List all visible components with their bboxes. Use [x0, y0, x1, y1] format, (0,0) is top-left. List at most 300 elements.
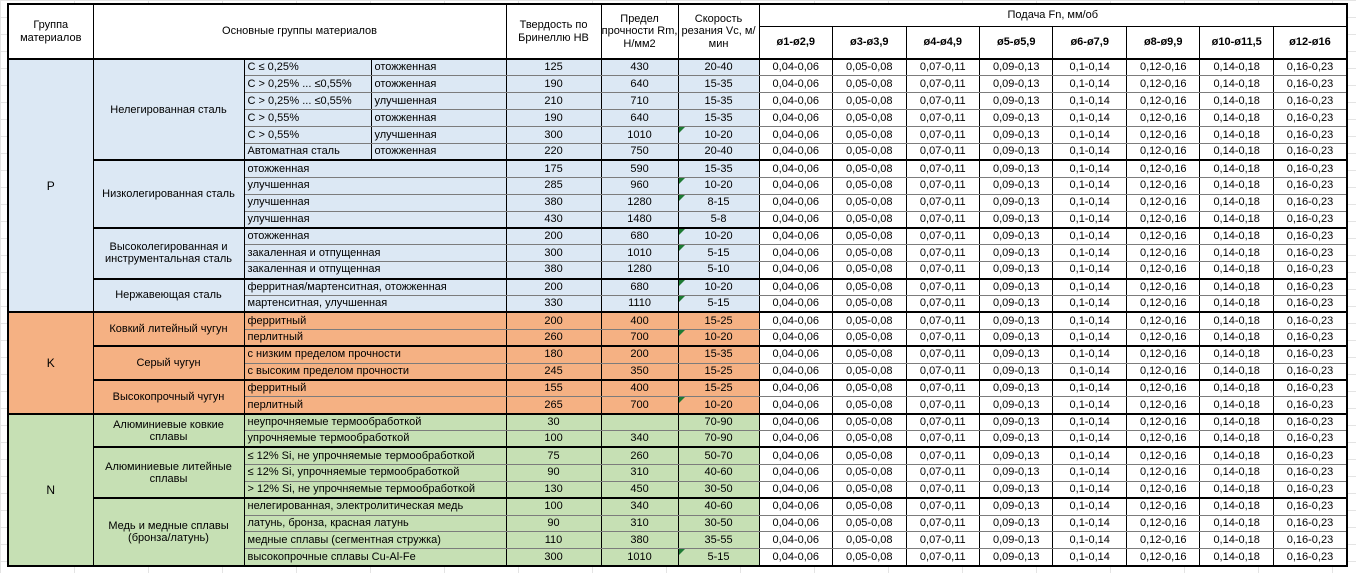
cell-material-detail[interactable]: высокопрочные сплавы Cu-Al-Fe: [244, 549, 506, 566]
cell-feed-ø5-ø5,9[interactable]: 0,09-0,13: [979, 127, 1052, 144]
cell-hardness-hb[interactable]: 210: [506, 93, 601, 110]
cell-feed-ø12-ø16[interactable]: 0,16-0,23: [1273, 532, 1347, 549]
cell-feed-ø12-ø16[interactable]: 0,16-0,23: [1273, 110, 1347, 127]
cell-hardness-hb[interactable]: 200: [506, 279, 601, 296]
cell-feed-ø1-ø2,9[interactable]: 0,04-0,06: [759, 312, 832, 329]
header-cutting-speed[interactable]: Скорость резания Vc, м/мин: [678, 4, 759, 59]
cell-feed-ø10-ø11,5[interactable]: 0,14-0,18: [1200, 245, 1273, 262]
cell-feed-ø3-ø3,9[interactable]: 0,05-0,08: [833, 127, 906, 144]
cell-feed-ø1-ø2,9[interactable]: 0,04-0,06: [759, 194, 832, 211]
cell-feed-ø8-ø9,9[interactable]: 0,12-0,16: [1126, 127, 1199, 144]
cell-feed-ø3-ø3,9[interactable]: 0,05-0,08: [833, 447, 906, 464]
cell-strength-rm[interactable]: 350: [601, 363, 678, 380]
cell-hardness-hb[interactable]: 380: [506, 262, 601, 279]
cell-feed-ø5-ø5,9[interactable]: 0,09-0,13: [979, 414, 1052, 431]
cell-strength-rm[interactable]: 1010: [601, 245, 678, 262]
cell-cutting-speed-vc[interactable]: 50-70: [678, 447, 759, 464]
cell-material-detail[interactable]: отожженная: [371, 59, 506, 76]
cell-feed-ø8-ø9,9[interactable]: 0,12-0,16: [1126, 464, 1199, 481]
cell-feed-ø4-ø4,9[interactable]: 0,07-0,11: [906, 329, 979, 346]
cell-strength-rm[interactable]: 700: [601, 397, 678, 414]
cell-feed-ø10-ø11,5[interactable]: 0,14-0,18: [1200, 481, 1273, 498]
cell-feed-ø10-ø11,5[interactable]: 0,14-0,18: [1200, 76, 1273, 93]
cell-feed-ø3-ø3,9[interactable]: 0,05-0,08: [833, 59, 906, 76]
cell-strength-rm[interactable]: 700: [601, 329, 678, 346]
cell-feed-ø4-ø4,9[interactable]: 0,07-0,11: [906, 414, 979, 431]
cell-feed-ø12-ø16[interactable]: 0,16-0,23: [1273, 93, 1347, 110]
cell-feed-ø1-ø2,9[interactable]: 0,04-0,06: [759, 532, 832, 549]
cell-feed-ø10-ø11,5[interactable]: 0,14-0,18: [1200, 549, 1273, 566]
cell-feed-ø8-ø9,9[interactable]: 0,12-0,16: [1126, 329, 1199, 346]
cell-feed-ø3-ø3,9[interactable]: 0,05-0,08: [833, 380, 906, 397]
cell-feed-ø4-ø4,9[interactable]: 0,07-0,11: [906, 211, 979, 228]
cell-subgroup-name[interactable]: Ковкий литейный чугун: [93, 312, 244, 346]
cell-material-detail[interactable]: ферритный: [244, 312, 506, 329]
cell-feed-ø8-ø9,9[interactable]: 0,12-0,16: [1126, 380, 1199, 397]
cell-feed-ø5-ø5,9[interactable]: 0,09-0,13: [979, 160, 1052, 177]
cell-feed-ø1-ø2,9[interactable]: 0,04-0,06: [759, 143, 832, 160]
cell-feed-ø1-ø2,9[interactable]: 0,04-0,06: [759, 177, 832, 194]
cell-feed-ø3-ø3,9[interactable]: 0,05-0,08: [833, 397, 906, 414]
header-feed-diameter-1[interactable]: ø1-ø2,9: [759, 26, 832, 59]
cell-feed-ø5-ø5,9[interactable]: 0,09-0,13: [979, 481, 1052, 498]
cell-feed-ø1-ø2,9[interactable]: 0,04-0,06: [759, 59, 832, 76]
cell-material-detail[interactable]: закаленная и отпущенная: [244, 245, 506, 262]
cell-strength-rm[interactable]: 400: [601, 380, 678, 397]
cell-material-detail[interactable]: ферритная/мартенситная, отожженная: [244, 279, 506, 296]
cell-feed-ø6-ø7,9[interactable]: 0,1-0,14: [1053, 228, 1126, 245]
cell-feed-ø5-ø5,9[interactable]: 0,09-0,13: [979, 177, 1052, 194]
cell-feed-ø12-ø16[interactable]: 0,16-0,23: [1273, 498, 1347, 515]
cell-feed-ø8-ø9,9[interactable]: 0,12-0,16: [1126, 245, 1199, 262]
cell-feed-ø12-ø16[interactable]: 0,16-0,23: [1273, 194, 1347, 211]
cell-hardness-hb[interactable]: 265: [506, 397, 601, 414]
cell-feed-ø1-ø2,9[interactable]: 0,04-0,06: [759, 414, 832, 431]
cell-feed-ø12-ø16[interactable]: 0,16-0,23: [1273, 414, 1347, 431]
cell-feed-ø1-ø2,9[interactable]: 0,04-0,06: [759, 431, 832, 448]
cell-feed-ø6-ø7,9[interactable]: 0,1-0,14: [1053, 160, 1126, 177]
cell-feed-ø12-ø16[interactable]: 0,16-0,23: [1273, 549, 1347, 566]
cell-feed-ø5-ø5,9[interactable]: 0,09-0,13: [979, 211, 1052, 228]
cell-cutting-speed-vc[interactable]: 20-40: [678, 143, 759, 160]
cell-cutting-speed-vc[interactable]: 15-25: [678, 380, 759, 397]
cell-feed-ø10-ø11,5[interactable]: 0,14-0,18: [1200, 515, 1273, 532]
cell-material-detail[interactable]: ферритный: [244, 380, 506, 397]
cell-feed-ø12-ø16[interactable]: 0,16-0,23: [1273, 295, 1347, 312]
cell-feed-ø8-ø9,9[interactable]: 0,12-0,16: [1126, 397, 1199, 414]
cell-group-code[interactable]: K: [8, 312, 93, 413]
cell-cutting-speed-vc[interactable]: 15-35: [678, 110, 759, 127]
cell-cutting-speed-vc[interactable]: 8-15: [678, 194, 759, 211]
cell-strength-rm[interactable]: [601, 414, 678, 431]
cell-subgroup-name[interactable]: Нелегированная сталь: [93, 59, 244, 160]
cell-feed-ø8-ø9,9[interactable]: 0,12-0,16: [1126, 177, 1199, 194]
cell-feed-ø4-ø4,9[interactable]: 0,07-0,11: [906, 447, 979, 464]
cell-feed-ø10-ø11,5[interactable]: 0,14-0,18: [1200, 177, 1273, 194]
cell-feed-ø4-ø4,9[interactable]: 0,07-0,11: [906, 380, 979, 397]
cell-feed-ø12-ø16[interactable]: 0,16-0,23: [1273, 515, 1347, 532]
cell-feed-ø4-ø4,9[interactable]: 0,07-0,11: [906, 245, 979, 262]
cell-material-detail[interactable]: C > 0,25% ... ≤0,55%: [244, 93, 371, 110]
header-feed-diameter-2[interactable]: ø3-ø3,9: [833, 26, 906, 59]
cell-feed-ø12-ø16[interactable]: 0,16-0,23: [1273, 329, 1347, 346]
cell-feed-ø4-ø4,9[interactable]: 0,07-0,11: [906, 295, 979, 312]
cell-feed-ø12-ø16[interactable]: 0,16-0,23: [1273, 431, 1347, 448]
cell-cutting-speed-vc[interactable]: 15-35: [678, 346, 759, 363]
cell-feed-ø10-ø11,5[interactable]: 0,14-0,18: [1200, 447, 1273, 464]
cell-strength-rm[interactable]: 310: [601, 464, 678, 481]
cell-feed-ø12-ø16[interactable]: 0,16-0,23: [1273, 279, 1347, 296]
cell-strength-rm[interactable]: 200: [601, 346, 678, 363]
cell-strength-rm[interactable]: 680: [601, 279, 678, 296]
cell-feed-ø3-ø3,9[interactable]: 0,05-0,08: [833, 110, 906, 127]
cell-feed-ø3-ø3,9[interactable]: 0,05-0,08: [833, 498, 906, 515]
cell-strength-rm[interactable]: 340: [601, 431, 678, 448]
cell-feed-ø8-ø9,9[interactable]: 0,12-0,16: [1126, 160, 1199, 177]
cell-feed-ø5-ø5,9[interactable]: 0,09-0,13: [979, 279, 1052, 296]
cell-cutting-speed-vc[interactable]: 5-8: [678, 211, 759, 228]
cell-feed-ø4-ø4,9[interactable]: 0,07-0,11: [906, 59, 979, 76]
cell-subgroup-name[interactable]: Алюминиевые литейные сплавы: [93, 447, 244, 498]
cell-feed-ø8-ø9,9[interactable]: 0,12-0,16: [1126, 431, 1199, 448]
cell-feed-ø10-ø11,5[interactable]: 0,14-0,18: [1200, 414, 1273, 431]
cell-material-detail[interactable]: нелегированная, электролитическая медь: [244, 498, 506, 515]
cell-cutting-speed-vc[interactable]: 30-50: [678, 515, 759, 532]
cell-feed-ø10-ø11,5[interactable]: 0,14-0,18: [1200, 279, 1273, 296]
cell-material-detail[interactable]: > 12% Si, не упрочняемые термообработкой: [244, 481, 506, 498]
cell-feed-ø6-ø7,9[interactable]: 0,1-0,14: [1053, 380, 1126, 397]
cell-feed-ø12-ø16[interactable]: 0,16-0,23: [1273, 397, 1347, 414]
cell-feed-ø4-ø4,9[interactable]: 0,07-0,11: [906, 397, 979, 414]
cell-feed-ø6-ø7,9[interactable]: 0,1-0,14: [1053, 481, 1126, 498]
cell-feed-ø8-ø9,9[interactable]: 0,12-0,16: [1126, 211, 1199, 228]
cell-feed-ø8-ø9,9[interactable]: 0,12-0,16: [1126, 295, 1199, 312]
cell-feed-ø5-ø5,9[interactable]: 0,09-0,13: [979, 59, 1052, 76]
cell-hardness-hb[interactable]: 190: [506, 110, 601, 127]
cell-feed-ø8-ø9,9[interactable]: 0,12-0,16: [1126, 312, 1199, 329]
cell-feed-ø12-ø16[interactable]: 0,16-0,23: [1273, 312, 1347, 329]
cell-cutting-speed-vc[interactable]: 35-55: [678, 532, 759, 549]
cell-strength-rm[interactable]: 430: [601, 59, 678, 76]
cell-feed-ø6-ø7,9[interactable]: 0,1-0,14: [1053, 110, 1126, 127]
cell-feed-ø8-ø9,9[interactable]: 0,12-0,16: [1126, 532, 1199, 549]
cell-feed-ø1-ø2,9[interactable]: 0,04-0,06: [759, 481, 832, 498]
cell-feed-ø10-ø11,5[interactable]: 0,14-0,18: [1200, 397, 1273, 414]
cell-feed-ø12-ø16[interactable]: 0,16-0,23: [1273, 380, 1347, 397]
cell-strength-rm[interactable]: 450: [601, 481, 678, 498]
header-material-group[interactable]: Группа материалов: [8, 4, 93, 59]
cell-feed-ø5-ø5,9[interactable]: 0,09-0,13: [979, 312, 1052, 329]
cell-feed-ø6-ø7,9[interactable]: 0,1-0,14: [1053, 143, 1126, 160]
cell-cutting-speed-vc[interactable]: 10-20: [678, 228, 759, 245]
cell-feed-ø1-ø2,9[interactable]: 0,04-0,06: [759, 498, 832, 515]
cell-feed-ø5-ø5,9[interactable]: 0,09-0,13: [979, 363, 1052, 380]
cell-feed-ø5-ø5,9[interactable]: 0,09-0,13: [979, 110, 1052, 127]
cell-feed-ø10-ø11,5[interactable]: 0,14-0,18: [1200, 194, 1273, 211]
cell-feed-ø5-ø5,9[interactable]: 0,09-0,13: [979, 549, 1052, 566]
cell-feed-ø8-ø9,9[interactable]: 0,12-0,16: [1126, 363, 1199, 380]
cell-material-detail[interactable]: отожженная: [244, 228, 506, 245]
cell-strength-rm[interactable]: 1110: [601, 295, 678, 312]
cell-feed-ø3-ø3,9[interactable]: 0,05-0,08: [833, 515, 906, 532]
cell-feed-ø8-ø9,9[interactable]: 0,12-0,16: [1126, 76, 1199, 93]
cell-feed-ø8-ø9,9[interactable]: 0,12-0,16: [1126, 93, 1199, 110]
cell-feed-ø5-ø5,9[interactable]: 0,09-0,13: [979, 346, 1052, 363]
cell-feed-ø3-ø3,9[interactable]: 0,05-0,08: [833, 532, 906, 549]
cell-feed-ø1-ø2,9[interactable]: 0,04-0,06: [759, 262, 832, 279]
cell-feed-ø5-ø5,9[interactable]: 0,09-0,13: [979, 143, 1052, 160]
cell-feed-ø3-ø3,9[interactable]: 0,05-0,08: [833, 160, 906, 177]
cell-feed-ø8-ø9,9[interactable]: 0,12-0,16: [1126, 110, 1199, 127]
cell-cutting-speed-vc[interactable]: 10-20: [678, 397, 759, 414]
cell-feed-ø6-ø7,9[interactable]: 0,1-0,14: [1053, 177, 1126, 194]
cell-feed-ø12-ø16[interactable]: 0,16-0,23: [1273, 177, 1347, 194]
cell-feed-ø10-ø11,5[interactable]: 0,14-0,18: [1200, 380, 1273, 397]
header-feed-diameter-5[interactable]: ø6-ø7,9: [1053, 26, 1126, 59]
cell-feed-ø6-ø7,9[interactable]: 0,1-0,14: [1053, 262, 1126, 279]
cell-strength-rm[interactable]: 1010: [601, 549, 678, 566]
cell-feed-ø10-ø11,5[interactable]: 0,14-0,18: [1200, 93, 1273, 110]
cell-feed-ø5-ø5,9[interactable]: 0,09-0,13: [979, 431, 1052, 448]
header-feed-diameter-7[interactable]: ø10-ø11,5: [1200, 26, 1273, 59]
cell-feed-ø5-ø5,9[interactable]: 0,09-0,13: [979, 262, 1052, 279]
cell-feed-ø1-ø2,9[interactable]: 0,04-0,06: [759, 211, 832, 228]
cell-material-detail[interactable]: латунь, бронза, красная латунь: [244, 515, 506, 532]
cell-feed-ø12-ø16[interactable]: 0,16-0,23: [1273, 160, 1347, 177]
cell-feed-ø6-ø7,9[interactable]: 0,1-0,14: [1053, 549, 1126, 566]
cell-feed-ø6-ø7,9[interactable]: 0,1-0,14: [1053, 295, 1126, 312]
header-tensile-strength[interactable]: Предел прочности Rm, Н/мм2: [601, 4, 678, 59]
cell-hardness-hb[interactable]: 430: [506, 211, 601, 228]
cell-feed-ø3-ø3,9[interactable]: 0,05-0,08: [833, 481, 906, 498]
cell-feed-ø4-ø4,9[interactable]: 0,07-0,11: [906, 498, 979, 515]
cell-cutting-speed-vc[interactable]: 70-90: [678, 431, 759, 448]
cell-material-detail[interactable]: с низким пределом прочности: [244, 346, 506, 363]
cell-feed-ø10-ø11,5[interactable]: 0,14-0,18: [1200, 312, 1273, 329]
cell-material-detail[interactable]: с высоким пределом прочности: [244, 363, 506, 380]
cell-feed-ø8-ø9,9[interactable]: 0,12-0,16: [1126, 143, 1199, 160]
cell-feed-ø3-ø3,9[interactable]: 0,05-0,08: [833, 346, 906, 363]
cell-feed-ø1-ø2,9[interactable]: 0,04-0,06: [759, 93, 832, 110]
cell-material-detail[interactable]: отожженная: [371, 143, 506, 160]
cell-feed-ø4-ø4,9[interactable]: 0,07-0,11: [906, 143, 979, 160]
cell-feed-ø6-ø7,9[interactable]: 0,1-0,14: [1053, 363, 1126, 380]
cell-strength-rm[interactable]: 260: [601, 447, 678, 464]
cell-feed-ø4-ø4,9[interactable]: 0,07-0,11: [906, 160, 979, 177]
cell-feed-ø6-ø7,9[interactable]: 0,1-0,14: [1053, 414, 1126, 431]
cell-material-detail[interactable]: отожженная: [244, 160, 506, 177]
cell-feed-ø4-ø4,9[interactable]: 0,07-0,11: [906, 346, 979, 363]
cell-cutting-speed-vc[interactable]: 15-35: [678, 76, 759, 93]
cell-feed-ø12-ø16[interactable]: 0,16-0,23: [1273, 211, 1347, 228]
cell-feed-ø10-ø11,5[interactable]: 0,14-0,18: [1200, 228, 1273, 245]
cell-feed-ø10-ø11,5[interactable]: 0,14-0,18: [1200, 143, 1273, 160]
cell-group-code[interactable]: N: [8, 414, 93, 566]
cell-feed-ø12-ø16[interactable]: 0,16-0,23: [1273, 76, 1347, 93]
cell-hardness-hb[interactable]: 200: [506, 312, 601, 329]
cell-feed-ø5-ø5,9[interactable]: 0,09-0,13: [979, 498, 1052, 515]
cell-hardness-hb[interactable]: 285: [506, 177, 601, 194]
cell-feed-ø5-ø5,9[interactable]: 0,09-0,13: [979, 93, 1052, 110]
cell-cutting-speed-vc[interactable]: 20-40: [678, 59, 759, 76]
cell-feed-ø10-ø11,5[interactable]: 0,14-0,18: [1200, 346, 1273, 363]
cell-feed-ø1-ø2,9[interactable]: 0,04-0,06: [759, 346, 832, 363]
cell-material-detail[interactable]: медные сплавы (сегментная стружка): [244, 532, 506, 549]
cell-material-detail[interactable]: отожженная: [371, 76, 506, 93]
cell-feed-ø6-ø7,9[interactable]: 0,1-0,14: [1053, 59, 1126, 76]
cell-feed-ø1-ø2,9[interactable]: 0,04-0,06: [759, 76, 832, 93]
cell-feed-ø6-ø7,9[interactable]: 0,1-0,14: [1053, 127, 1126, 144]
cell-material-detail[interactable]: закаленная и отпущенная: [244, 262, 506, 279]
cell-cutting-speed-vc[interactable]: 10-20: [678, 279, 759, 296]
cell-feed-ø1-ø2,9[interactable]: 0,04-0,06: [759, 295, 832, 312]
cell-feed-ø5-ø5,9[interactable]: 0,09-0,13: [979, 329, 1052, 346]
cell-feed-ø5-ø5,9[interactable]: 0,09-0,13: [979, 194, 1052, 211]
cell-material-detail[interactable]: улучшенная: [244, 194, 506, 211]
cell-feed-ø6-ø7,9[interactable]: 0,1-0,14: [1053, 194, 1126, 211]
cell-subgroup-name[interactable]: Высокопрочный чугун: [93, 380, 244, 414]
cell-material-detail[interactable]: улучшенная: [244, 177, 506, 194]
cell-feed-ø3-ø3,9[interactable]: 0,05-0,08: [833, 329, 906, 346]
cell-feed-ø8-ø9,9[interactable]: 0,12-0,16: [1126, 498, 1199, 515]
cell-hardness-hb[interactable]: 110: [506, 532, 601, 549]
cell-hardness-hb[interactable]: 175: [506, 160, 601, 177]
cell-feed-ø1-ø2,9[interactable]: 0,04-0,06: [759, 160, 832, 177]
cell-feed-ø1-ø2,9[interactable]: 0,04-0,06: [759, 380, 832, 397]
cell-cutting-speed-vc[interactable]: 10-20: [678, 329, 759, 346]
cell-feed-ø4-ø4,9[interactable]: 0,07-0,11: [906, 228, 979, 245]
cell-feed-ø8-ø9,9[interactable]: 0,12-0,16: [1126, 447, 1199, 464]
cell-feed-ø1-ø2,9[interactable]: 0,04-0,06: [759, 397, 832, 414]
cell-feed-ø6-ø7,9[interactable]: 0,1-0,14: [1053, 431, 1126, 448]
cell-material-detail[interactable]: улучшенная: [371, 93, 506, 110]
cell-feed-ø3-ø3,9[interactable]: 0,05-0,08: [833, 262, 906, 279]
cell-material-detail[interactable]: неупрочняемые термообработкой: [244, 414, 506, 431]
cell-feed-ø3-ø3,9[interactable]: 0,05-0,08: [833, 279, 906, 296]
cell-feed-ø4-ø4,9[interactable]: 0,07-0,11: [906, 194, 979, 211]
cell-feed-ø3-ø3,9[interactable]: 0,05-0,08: [833, 194, 906, 211]
cell-feed-ø3-ø3,9[interactable]: 0,05-0,08: [833, 143, 906, 160]
cell-feed-ø1-ø2,9[interactable]: 0,04-0,06: [759, 279, 832, 296]
cell-feed-ø1-ø2,9[interactable]: 0,04-0,06: [759, 515, 832, 532]
cell-feed-ø12-ø16[interactable]: 0,16-0,23: [1273, 228, 1347, 245]
cell-hardness-hb[interactable]: 300: [506, 127, 601, 144]
cell-feed-ø5-ø5,9[interactable]: 0,09-0,13: [979, 228, 1052, 245]
cell-feed-ø4-ø4,9[interactable]: 0,07-0,11: [906, 549, 979, 566]
cell-hardness-hb[interactable]: 125: [506, 59, 601, 76]
cell-feed-ø6-ø7,9[interactable]: 0,1-0,14: [1053, 279, 1126, 296]
cell-feed-ø10-ø11,5[interactable]: 0,14-0,18: [1200, 464, 1273, 481]
cell-feed-ø10-ø11,5[interactable]: 0,14-0,18: [1200, 329, 1273, 346]
cell-feed-ø10-ø11,5[interactable]: 0,14-0,18: [1200, 295, 1273, 312]
cell-feed-ø6-ø7,9[interactable]: 0,1-0,14: [1053, 515, 1126, 532]
cell-material-detail[interactable]: отожженная: [371, 110, 506, 127]
cell-strength-rm[interactable]: 310: [601, 515, 678, 532]
cell-cutting-speed-vc[interactable]: 10-20: [678, 127, 759, 144]
cell-material-detail[interactable]: перлитный: [244, 397, 506, 414]
cell-hardness-hb[interactable]: 30: [506, 414, 601, 431]
cell-feed-ø3-ø3,9[interactable]: 0,05-0,08: [833, 245, 906, 262]
cell-feed-ø4-ø4,9[interactable]: 0,07-0,11: [906, 76, 979, 93]
cell-feed-ø8-ø9,9[interactable]: 0,12-0,16: [1126, 346, 1199, 363]
cell-feed-ø4-ø4,9[interactable]: 0,07-0,11: [906, 312, 979, 329]
cell-strength-rm[interactable]: 640: [601, 110, 678, 127]
cell-cutting-speed-vc[interactable]: 40-60: [678, 498, 759, 515]
header-feed-diameter-6[interactable]: ø8-ø9,9: [1126, 26, 1199, 59]
cell-subgroup-name[interactable]: Высоколегированная и инструментальная сталь: [93, 228, 244, 279]
cell-cutting-speed-vc[interactable]: 5-10: [678, 262, 759, 279]
cell-feed-ø6-ø7,9[interactable]: 0,1-0,14: [1053, 93, 1126, 110]
cell-feed-ø10-ø11,5[interactable]: 0,14-0,18: [1200, 160, 1273, 177]
cell-feed-ø10-ø11,5[interactable]: 0,14-0,18: [1200, 498, 1273, 515]
cell-feed-ø3-ø3,9[interactable]: 0,05-0,08: [833, 431, 906, 448]
cell-hardness-hb[interactable]: 300: [506, 245, 601, 262]
cell-feed-ø1-ø2,9[interactable]: 0,04-0,06: [759, 245, 832, 262]
cell-feed-ø5-ø5,9[interactable]: 0,09-0,13: [979, 532, 1052, 549]
cell-feed-ø6-ø7,9[interactable]: 0,1-0,14: [1053, 245, 1126, 262]
cell-feed-ø5-ø5,9[interactable]: 0,09-0,13: [979, 76, 1052, 93]
cell-feed-ø8-ø9,9[interactable]: 0,12-0,16: [1126, 481, 1199, 498]
cell-feed-ø5-ø5,9[interactable]: 0,09-0,13: [979, 464, 1052, 481]
cell-cutting-speed-vc[interactable]: 5-15: [678, 295, 759, 312]
header-feed[interactable]: Подача Fn, мм/об: [759, 4, 1347, 26]
cell-material-detail[interactable]: ≤ 12% Si, упрочняемые термообработкой: [244, 464, 506, 481]
cell-strength-rm[interactable]: 340: [601, 498, 678, 515]
cell-material-detail[interactable]: Автоматная сталь: [244, 143, 371, 160]
cell-feed-ø3-ø3,9[interactable]: 0,05-0,08: [833, 211, 906, 228]
cell-material-detail[interactable]: ≤ 12% Si, не упрочняемые термообработкой: [244, 447, 506, 464]
cell-feed-ø6-ø7,9[interactable]: 0,1-0,14: [1053, 346, 1126, 363]
cell-feed-ø4-ø4,9[interactable]: 0,07-0,11: [906, 481, 979, 498]
cell-feed-ø8-ø9,9[interactable]: 0,12-0,16: [1126, 59, 1199, 76]
cell-hardness-hb[interactable]: 245: [506, 363, 601, 380]
cell-feed-ø5-ø5,9[interactable]: 0,09-0,13: [979, 515, 1052, 532]
cell-cutting-speed-vc[interactable]: 70-90: [678, 414, 759, 431]
cell-strength-rm[interactable]: 1480: [601, 211, 678, 228]
cell-feed-ø3-ø3,9[interactable]: 0,05-0,08: [833, 177, 906, 194]
cell-feed-ø8-ø9,9[interactable]: 0,12-0,16: [1126, 262, 1199, 279]
cell-feed-ø10-ø11,5[interactable]: 0,14-0,18: [1200, 211, 1273, 228]
cell-feed-ø1-ø2,9[interactable]: 0,04-0,06: [759, 329, 832, 346]
cell-feed-ø1-ø2,9[interactable]: 0,04-0,06: [759, 228, 832, 245]
cell-feed-ø10-ø11,5[interactable]: 0,14-0,18: [1200, 127, 1273, 144]
header-feed-diameter-4[interactable]: ø5-ø5,9: [979, 26, 1052, 59]
cell-hardness-hb[interactable]: 90: [506, 464, 601, 481]
cell-feed-ø10-ø11,5[interactable]: 0,14-0,18: [1200, 59, 1273, 76]
cell-subgroup-name[interactable]: Низколегированная сталь: [93, 160, 244, 228]
cell-subgroup-name[interactable]: Нержавеющая сталь: [93, 279, 244, 313]
cell-strength-rm[interactable]: 380: [601, 532, 678, 549]
cell-subgroup-name[interactable]: Медь и медные сплавы (бронза/латунь): [93, 498, 244, 566]
cell-feed-ø12-ø16[interactable]: 0,16-0,23: [1273, 262, 1347, 279]
cell-feed-ø4-ø4,9[interactable]: 0,07-0,11: [906, 431, 979, 448]
cell-feed-ø1-ø2,9[interactable]: 0,04-0,06: [759, 549, 832, 566]
cell-feed-ø6-ø7,9[interactable]: 0,1-0,14: [1053, 329, 1126, 346]
cell-feed-ø4-ø4,9[interactable]: 0,07-0,11: [906, 515, 979, 532]
cell-feed-ø12-ø16[interactable]: 0,16-0,23: [1273, 59, 1347, 76]
cell-feed-ø1-ø2,9[interactable]: 0,04-0,06: [759, 127, 832, 144]
cell-cutting-speed-vc[interactable]: 10-20: [678, 177, 759, 194]
cell-feed-ø12-ø16[interactable]: 0,16-0,23: [1273, 363, 1347, 380]
cell-feed-ø5-ø5,9[interactable]: 0,09-0,13: [979, 380, 1052, 397]
cell-feed-ø12-ø16[interactable]: 0,16-0,23: [1273, 464, 1347, 481]
cell-feed-ø8-ø9,9[interactable]: 0,12-0,16: [1126, 414, 1199, 431]
cell-strength-rm[interactable]: 1280: [601, 262, 678, 279]
cell-feed-ø8-ø9,9[interactable]: 0,12-0,16: [1126, 515, 1199, 532]
cell-hardness-hb[interactable]: 180: [506, 346, 601, 363]
cell-hardness-hb[interactable]: 100: [506, 498, 601, 515]
cell-strength-rm[interactable]: 400: [601, 312, 678, 329]
